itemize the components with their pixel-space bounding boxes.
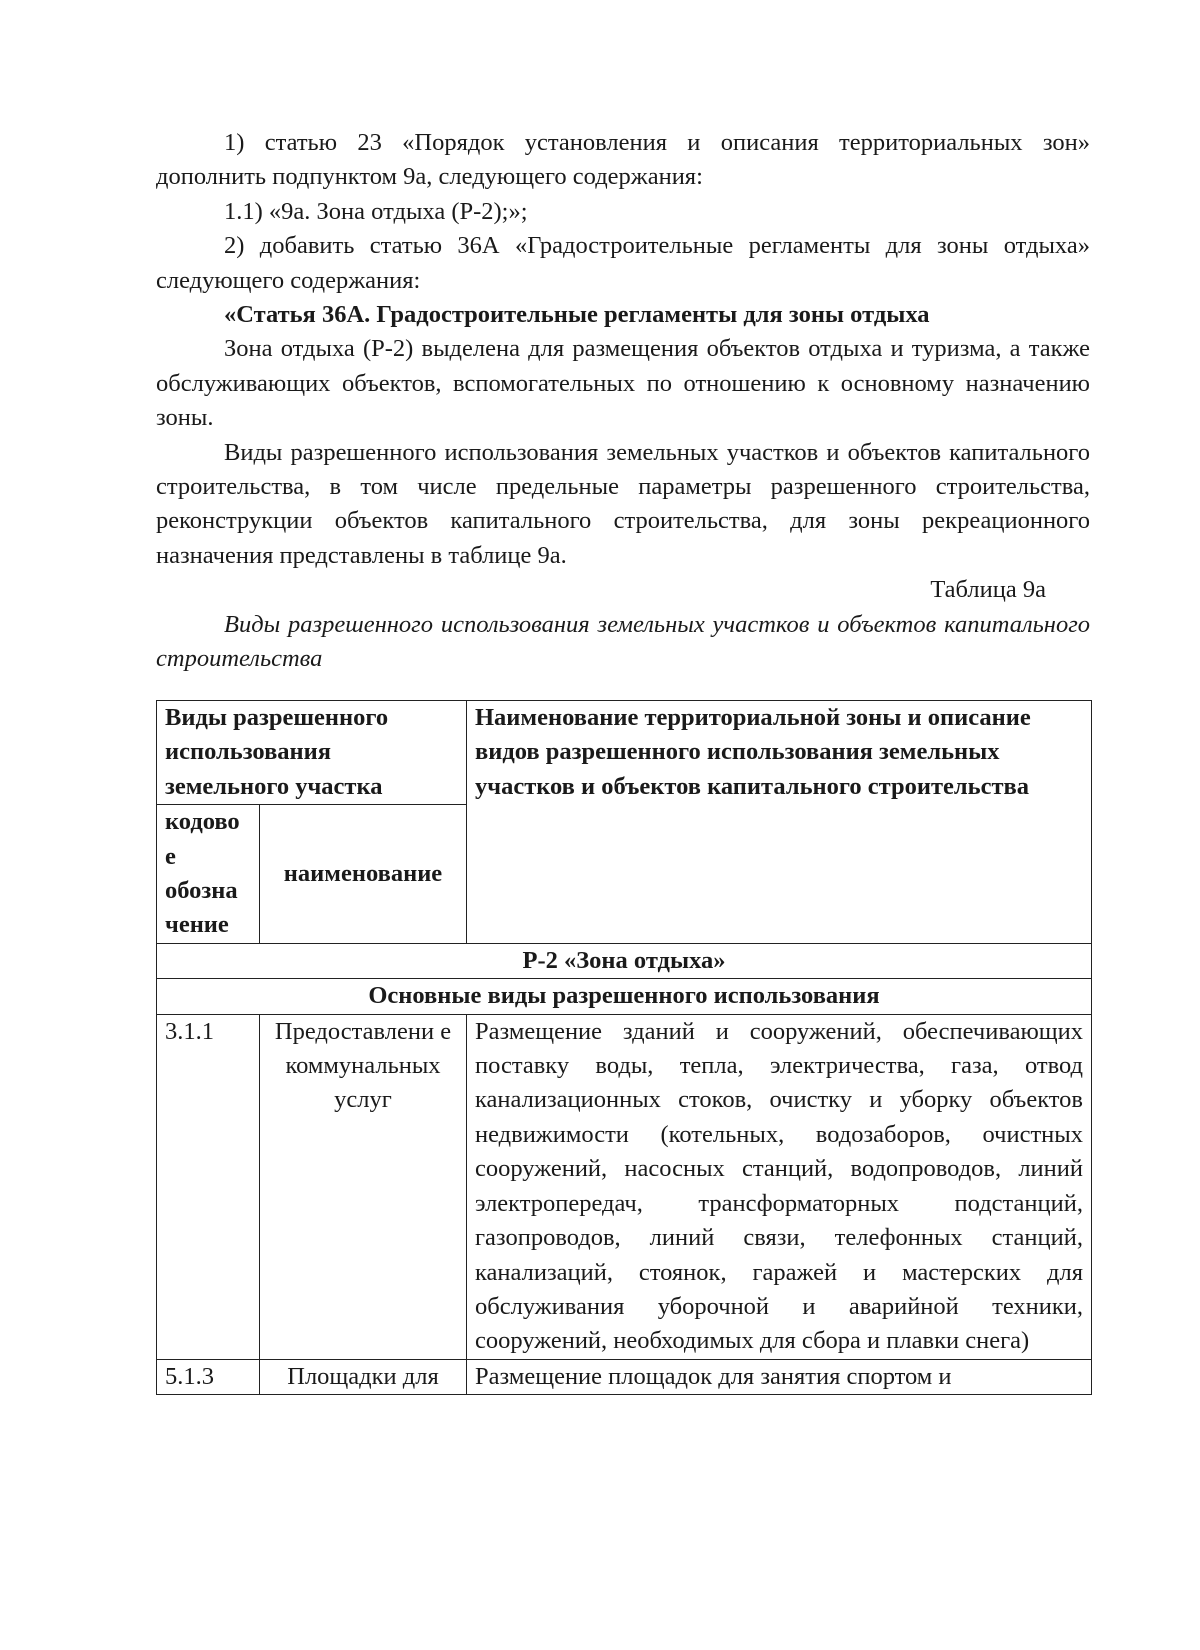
document-body xyxy=(156,126,1090,677)
header-permitted-use: Виды разрешенного использования земельного участка xyxy=(157,701,467,805)
paragraph-subitem-9a: 1.1) «9а. Зона отдыха (Р-2);»; xyxy=(224,197,528,225)
section-title-row xyxy=(157,979,1092,1014)
table-label: Таблица 9а xyxy=(930,576,1046,604)
regulations-table xyxy=(156,700,1092,1395)
zone-title-row xyxy=(157,943,1092,978)
paragraph-amend-article-23: 1) статью 23 «Порядок установления и описания территориальных зон» дополнить подпунктом 9а, следующего содержания: xyxy=(156,129,1090,191)
paragraph-zone-description: Зона отдыха (Р-2) выделена для размещения объектов отдыха и туризма, а также обслуживающих объектов, вспомогательных по отношению к основному назначению зоны. xyxy=(156,335,1090,432)
table-row xyxy=(157,1359,1092,1394)
zone-title: Р-2 «Зона отдыха» xyxy=(157,943,1092,978)
row-code: 5.1.3 xyxy=(157,1359,260,1394)
paragraph-permitted-uses: Виды разрешенного использования земельных участков и объектов капитального строительства, в том числе предельные параметры разрешенного строительства, реконструкции объектов капитального строительства, для зоны рекреационного назначения представлены в таблице 9а. xyxy=(156,438,1090,569)
row-name: Предоставлени е коммунальных услуг xyxy=(260,1014,467,1359)
row-description: Размещение площадок для занятия спортом и xyxy=(467,1359,1092,1394)
subheader-code: кодово е обозна чение xyxy=(157,805,260,944)
subheader-name: наименование xyxy=(260,805,467,944)
header-zone-description: Наименование территориальной зоны и описание видов разрешенного использования земельных участков и объектов капитального строительства xyxy=(467,701,1092,944)
section-title: Основные виды разрешенного использования xyxy=(157,979,1092,1014)
table-header-row xyxy=(157,701,1092,805)
table-row xyxy=(157,1014,1092,1359)
article-title: «Статья 36А. Градостроительные регламенты для зоны отдыха xyxy=(224,301,930,329)
row-code: 3.1.1 xyxy=(157,1014,260,1359)
row-description: Размещение зданий и сооружений, обеспечивающих поставку воды, тепла, электричества, газа, отвод канализационных стоков, очистку и уборку объектов недвижимости (котельных, водозаборов, очистных сооружений, насосных станций, водопроводов, линий электропередач, трансформаторных подстанций, газопроводов, линий связи, телефонных станций, канализаций, стоянок, гаражей и мастерских для обслуживания уборочной и аварийной техники, сооружений, необходимых для сбора и плавки снега) xyxy=(467,1014,1092,1359)
table-caption: Виды разрешенного использования земельных участков и объектов капитального строительства xyxy=(156,610,1090,673)
row-name: Площадки для xyxy=(260,1359,467,1394)
paragraph-add-article-36a: 2) добавить статью 36А «Градостроительные регламенты для зоны отдыха» следующего содержания: xyxy=(156,232,1090,294)
